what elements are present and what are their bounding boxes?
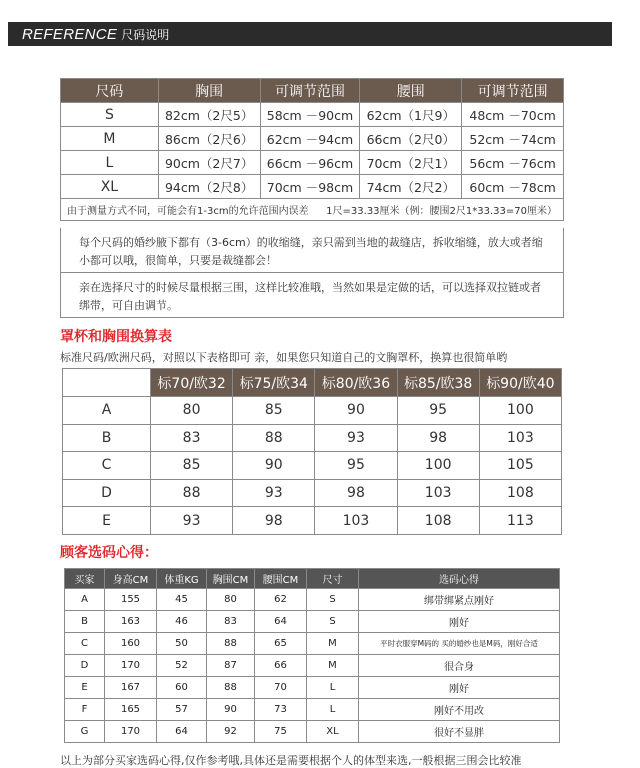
reference-title: REFERENCE (22, 25, 118, 43)
cup-header-cell: 标85/欧38 (397, 369, 479, 397)
table-cell: 93 (151, 507, 233, 535)
table-cell: 70 (255, 677, 307, 699)
table-cell: 113 (479, 507, 561, 535)
table-cell: 62cm －94cm (260, 127, 360, 151)
table-cell: F (65, 699, 105, 721)
table-cell: 82cm（2尺5） (158, 103, 260, 127)
table-cell: 108 (397, 507, 479, 535)
table-cell: S (61, 103, 159, 127)
table-cell: 100 (397, 452, 479, 480)
table-cell: E (65, 677, 105, 699)
table-cell: 65 (255, 633, 307, 655)
table-cell: 93 (315, 424, 397, 452)
table-cell: L (307, 677, 359, 699)
footer-note: 以上为部分买家选码心得,仅作参考哦,具体还是需要根据个人的体型来选,一般根据三围会比较准 (60, 754, 522, 767)
table-cell: 100 (479, 397, 561, 425)
size-header-cell: 腰围 (360, 79, 462, 103)
table-cell: 48cm －70cm (462, 103, 564, 127)
size-header-cell: 可调节范围 (462, 79, 564, 103)
table-cell: 74cm（2尺2） (360, 175, 462, 199)
table-row (63, 479, 562, 507)
cup-section-description: 标准尺码/欧洲尺码，对照以下表格即可 亲，如果您只知道自己的文胸罩杯，换算也很简单哟 (60, 351, 508, 364)
table-cell: 103 (315, 507, 397, 535)
table-cell: 绑带绑紧点刚好 (359, 589, 560, 611)
table-cell: 60cm －78cm (462, 175, 564, 199)
table-row (65, 677, 560, 699)
table-cell: 60 (157, 677, 207, 699)
table-cell: M (61, 127, 159, 151)
table-row (63, 397, 562, 425)
size-table (60, 78, 564, 221)
table-cell: 56cm －76cm (462, 151, 564, 175)
size-note-left: 由于测量方式不同，可能会有1-3cm的允许范围内误差 (67, 206, 309, 217)
table-cell: S (307, 589, 359, 611)
table-cell: 50 (157, 633, 207, 655)
reference-header-bar (8, 22, 612, 46)
table-cell: 103 (397, 479, 479, 507)
table-cell: A (65, 589, 105, 611)
customer-header-cell: 体重KG (157, 569, 207, 589)
table-cell: 88 (207, 677, 255, 699)
reference-subtitle: 尺码说明 (121, 27, 170, 42)
table-row (61, 175, 564, 199)
table-cell: 88 (151, 479, 233, 507)
table-cell: 88 (207, 633, 255, 655)
table-cell: 刚好不用改 (359, 699, 560, 721)
table-cell: D (65, 655, 105, 677)
table-cell: 167 (105, 677, 157, 699)
customer-header-cell: 身高CM (105, 569, 157, 589)
table-cell: C (65, 633, 105, 655)
customer-header-cell: 买家 (65, 569, 105, 589)
size-note-cell (61, 199, 564, 221)
size-header-cell: 可调节范围 (260, 79, 360, 103)
table-cell: 70cm（2尺1） (360, 151, 462, 175)
table-cell: 很合身 (359, 655, 560, 677)
table-cell: 45 (157, 589, 207, 611)
table-cell: 66cm －96cm (260, 151, 360, 175)
table-cell: 64 (157, 721, 207, 743)
table-row (63, 424, 562, 452)
table-cell: 90 (233, 452, 315, 480)
table-cell: 52cm －74cm (462, 127, 564, 151)
table-row (63, 452, 562, 480)
table-cell: XL (61, 175, 159, 199)
customer-section-title: 顾客选码心得： (60, 545, 158, 561)
table-row (61, 151, 564, 175)
table-cell: 87 (207, 655, 255, 677)
table-cell: 57 (157, 699, 207, 721)
table-cell: L (61, 151, 159, 175)
customer-header-cell: 胸围CM (207, 569, 255, 589)
table-cell: 170 (105, 655, 157, 677)
table-cell: 46 (157, 611, 207, 633)
cup-header-cell: 标80/欧36 (315, 369, 397, 397)
customer-feedback-table (64, 568, 560, 743)
cup-header-cell: 标70/欧32 (151, 369, 233, 397)
table-cell: 94cm（2尺8） (158, 175, 260, 199)
table-row (63, 507, 562, 535)
customer-header-cell: 尺寸 (307, 569, 359, 589)
size-header-cell: 胸围 (158, 79, 260, 103)
size-table-header-row (61, 79, 564, 103)
table-cell: A (63, 397, 151, 425)
table-cell: 很好不显胖 (359, 721, 560, 743)
table-cell: 83 (207, 611, 255, 633)
table-row (65, 589, 560, 611)
table-cell: 95 (397, 397, 479, 425)
table-cell: 62 (255, 589, 307, 611)
measurement-advice: 亲在选择尺寸的时候尽量根据三围，这样比较准哦，当然如果是定做的话，可以选择双拉链或者绑带，可自由调节。 (60, 273, 564, 318)
alteration-info: 每个尺码的婚纱腋下都有（3-6cm）的收缩缝，亲只需到当地的裁缝店，拆收缩缝，放大或者缩小都可以哦，很简单，只要是裁缝都会！ (60, 228, 564, 273)
table-cell: 105 (479, 452, 561, 480)
table-cell: D (63, 479, 151, 507)
customer-header-cell: 选码心得 (359, 569, 560, 589)
table-cell: 93 (233, 479, 315, 507)
table-cell: 70cm －98cm (260, 175, 360, 199)
table-row (65, 633, 560, 655)
table-cell: 90cm（2尺7） (158, 151, 260, 175)
table-cell: 平时衣服穿M码的 买的婚纱也是M码，刚好合适 (359, 633, 560, 655)
table-cell: B (63, 424, 151, 452)
table-cell: 66cm（2尺0） (360, 127, 462, 151)
table-cell: 103 (479, 424, 561, 452)
table-cell: 108 (479, 479, 561, 507)
table-row (61, 127, 564, 151)
customer-table-header-row (65, 569, 560, 589)
table-cell: 88 (233, 424, 315, 452)
table-cell: 58cm －90cm (260, 103, 360, 127)
table-cell: 98 (315, 479, 397, 507)
table-row (61, 103, 564, 127)
table-cell: 80 (151, 397, 233, 425)
customer-header-cell: 腰围CM (255, 569, 307, 589)
size-note-row (61, 199, 564, 221)
table-cell: 95 (315, 452, 397, 480)
table-cell: 64 (255, 611, 307, 633)
table-cell: M (307, 655, 359, 677)
table-cell: L (307, 699, 359, 721)
table-row (65, 655, 560, 677)
table-cell: 73 (255, 699, 307, 721)
table-cell: 85 (233, 397, 315, 425)
table-cell: 98 (397, 424, 479, 452)
table-cell: 98 (233, 507, 315, 535)
table-cell: C (63, 452, 151, 480)
table-cell: 62cm（1尺9） (360, 103, 462, 127)
table-cell: B (65, 611, 105, 633)
table-cell: M (307, 633, 359, 655)
table-cell: XL (307, 721, 359, 743)
table-row (65, 611, 560, 633)
cup-conversion-table (62, 368, 562, 535)
table-cell: 刚好 (359, 677, 560, 699)
cup-header-cell: 标90/欧40 (479, 369, 561, 397)
cup-header-cell: 标75/欧34 (233, 369, 315, 397)
table-cell: S (307, 611, 359, 633)
cup-section-title: 罩杯和胸围换算表 (60, 329, 172, 345)
table-cell: 75 (255, 721, 307, 743)
table-cell: 90 (315, 397, 397, 425)
table-cell: 86cm（2尺6） (158, 127, 260, 151)
table-cell: 165 (105, 699, 157, 721)
table-cell: 160 (105, 633, 157, 655)
table-cell: E (63, 507, 151, 535)
table-cell: G (65, 721, 105, 743)
cup-header-blank (63, 369, 151, 397)
table-cell: 163 (105, 611, 157, 633)
table-row (65, 721, 560, 743)
table-row (65, 699, 560, 721)
table-cell: 66 (255, 655, 307, 677)
table-cell: 80 (207, 589, 255, 611)
table-cell: 92 (207, 721, 255, 743)
table-cell: 刚好 (359, 611, 560, 633)
table-cell: 83 (151, 424, 233, 452)
size-note-right: 1尺=33.33厘米（例：腰围2尺1*33.33=70厘米） (326, 206, 557, 217)
cup-table-header-row (63, 369, 562, 397)
table-cell: 170 (105, 721, 157, 743)
table-cell: 155 (105, 589, 157, 611)
size-header-cell: 尺码 (61, 79, 159, 103)
table-cell: 85 (151, 452, 233, 480)
table-cell: 90 (207, 699, 255, 721)
table-cell: 52 (157, 655, 207, 677)
